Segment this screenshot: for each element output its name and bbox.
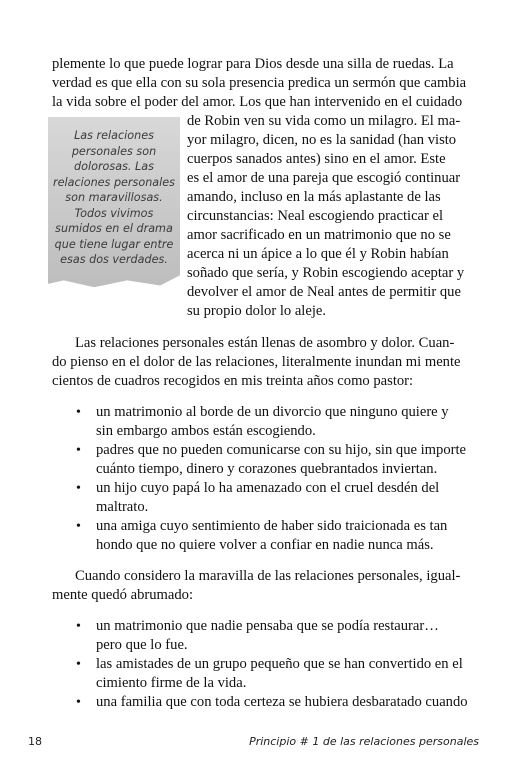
text-line: do pienso en el dolor de las relaciones, literalmente inundan mi mente (52, 354, 461, 370)
list-item-text: cimiento firme de la vida. (96, 675, 247, 691)
text-line: la vida sobre el poder del amor. Los que han intervenido en el cuidado (52, 94, 463, 110)
text-line: Cuando considero la maravilla de las relaciones personales, igual- (75, 568, 461, 584)
pull-quote-line: esas dos verdades. (60, 253, 168, 266)
list-item-text: pero que lo fue. (96, 637, 188, 653)
list-item-text: maltrato. (96, 499, 149, 515)
bullet-icon: • (76, 619, 81, 634)
text-line: soñado que sería, y Robin escogiendo aceptar y (187, 265, 465, 281)
list-item-text: padres que no pueden comunicarse con su hijo, sin que importe (96, 442, 467, 458)
bullet-icon: • (76, 481, 81, 496)
text-line: su propio dolor lo aleje. (187, 303, 327, 319)
text-line: es el amor de una pareja que escogió continuar (187, 170, 461, 186)
pull-quote-line: Las relaciones (74, 129, 154, 142)
pull-quote-line: Todos vivimos (74, 206, 154, 220)
bullet-icon: • (76, 405, 81, 420)
list-item-text: sin embargo ambos están escogiendo. (96, 423, 316, 439)
text-line: cuerpos sanados antes) sino en el amor. Este (187, 151, 446, 167)
bullet-icon: • (76, 695, 81, 710)
text-line: circunstancias: Neal escogiendo practicar el (187, 208, 444, 224)
list-item-text: cuánto tiempo, dinero y corazones quebrantados inviertan. (96, 461, 438, 477)
text-line: verdad es que ella con su sola presencia predica un sermón que cambia (52, 75, 467, 91)
list-item-text: un matrimonio al borde de un divorcio que ninguno quiere y (96, 404, 449, 420)
text-line: devolver el amor de Neal antes de permitir que (187, 284, 461, 300)
text-line: mente quedó abrumado: (52, 587, 194, 603)
text-line: acerca ni un ápice a lo que él y Robin habían (187, 246, 449, 262)
list-item-text: hondo que no quiere volver a confiar en nadie nunca más. (96, 537, 434, 553)
text-line: de Robin ven su vida como un milagro. El ma- (187, 113, 461, 129)
text-line: amando, incluso en la más aplastante de las (187, 189, 441, 205)
bullet-icon: • (76, 443, 81, 458)
pull-quote-line: que tiene lugar entre (54, 237, 174, 251)
list-item-text: una familia que con toda certeza se hubiera desbaratado cuando (96, 694, 468, 710)
pull-quote-line: sumidos en el drama (55, 222, 173, 235)
running-title: Principio # 1 de las relaciones personales (249, 735, 479, 748)
pull-quote-line: dolorosas. Las (74, 160, 154, 173)
text-line: plemente lo que puede lograr para Dios desde una silla de ruedas. La (52, 56, 454, 72)
text-line: amor sacrificado en un matrimonio que no se (187, 227, 451, 243)
bullet-icon: • (76, 657, 81, 672)
bullet-icon: • (76, 519, 81, 534)
list-item-text: un hijo cuyo papá lo ha amenazado con el cruel desdén del (96, 480, 440, 496)
pull-quote (48, 128, 180, 268)
list-item-text: las amistades de un grupo pequeño que se han convertido en el (96, 656, 463, 672)
list-item-text: un matrimonio que nadie pensaba que se podía restaurar… (96, 618, 439, 634)
pull-quote-line: personales son (71, 144, 157, 158)
pull-quote-line: relaciones personales (53, 175, 175, 189)
text-line: Las relaciones personales están llenas de asombro y dolor. Cuan- (75, 335, 455, 351)
page-number: 18 (28, 735, 42, 748)
list-item-text: una amiga cuyo sentimiento de haber sido traicionada es tan (96, 518, 448, 534)
text-line: yor milagro, dicen, no es la sanidad (han visto (187, 132, 457, 148)
pull-quote-line: son maravillosas. (65, 191, 163, 204)
text-line: cientos de cuadros recogidos en mis treinta años como pastor: (52, 373, 414, 389)
